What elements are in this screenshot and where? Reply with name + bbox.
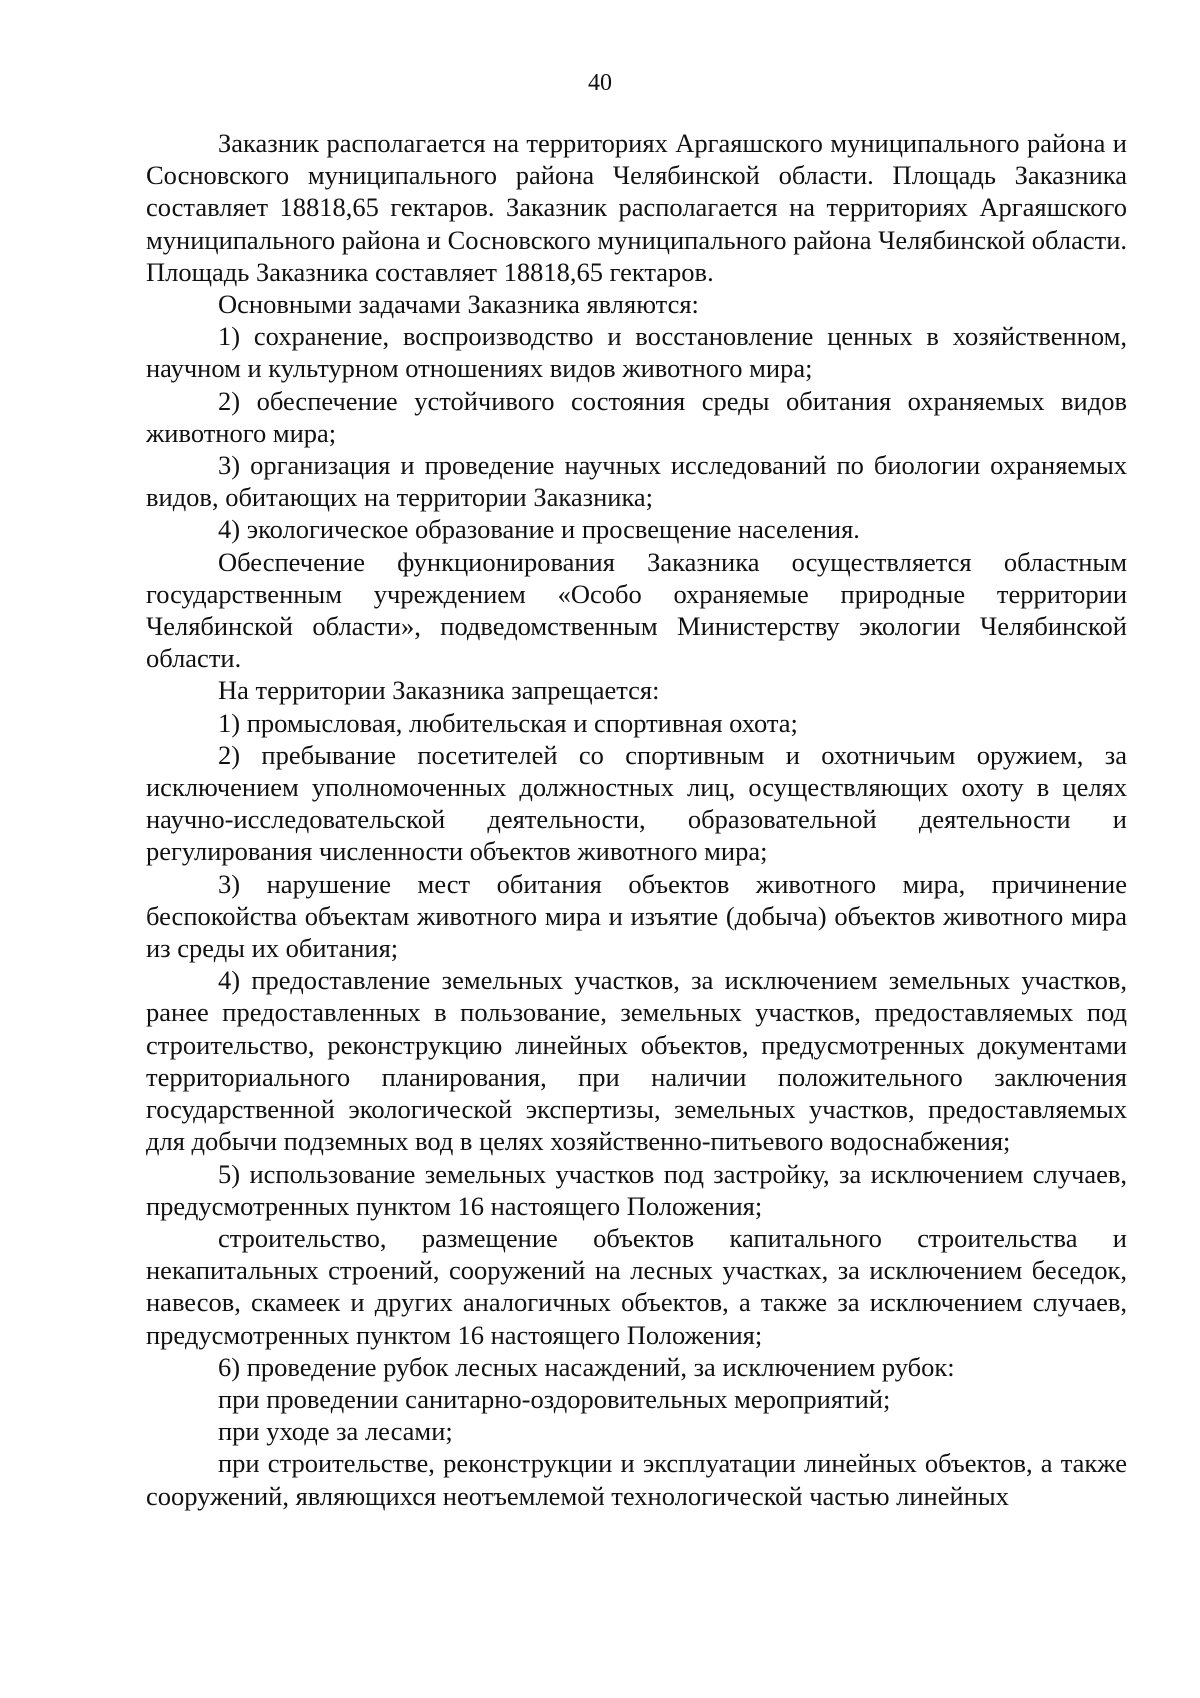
paragraph-prohibition-6: 6) проведение рубок лесных насаждений, за исключением рубок: [218,1351,955,1382]
paragraph-task-4: 4) экологическое образование и просвещение населения. [218,514,860,545]
paragraph-prohibition-3: 3) нарушение мест обитания объектов животного мира, причинение беспокойства объектам животного мира и изъятие (добыча) объектов животного мира из среды их обитания; [146,868,1127,964]
paragraph-forest-care: при уходе за лесами; [218,1416,453,1447]
paragraph-prohibition-1: 1) промысловая, любительская и спортивная охота; [218,707,798,738]
paragraph-operation: Обеспечение функционирования Заказника осуществляется областным государственным учреждением «Особо охраняемые природные территории Челябинской области», подведомственным Министерству экологии Челябинской области. [146,546,1127,674]
paragraph-tasks-heading: Основными задачами Заказника являются: [218,289,699,320]
paragraph-prohibition-5: 5) использование земельных участков под застройку, за исключением случаев, предусмотренных пунктом 16 настоящего Положения; [146,1158,1127,1221]
paragraph-task-3: 3) организация и проведение научных исследований по биологии охраняемых видов, обитающих на территории Заказника; [146,450,1127,513]
document-body [146,127,1127,1512]
paragraph-task-1: 1) сохранение, воспроизводство и восстановление ценных в хозяйственном, научном и культурном отношениях видов животного мира; [146,321,1127,384]
paragraph-task-2: 2) обеспечение устойчивого состояния среды обитания охраняемых видов животного мира; [146,385,1127,448]
paragraph-prohibitions-heading: На территории Заказника запрещается: [218,675,660,706]
paragraph-sanitary: при проведении санитарно-оздоровительных мероприятий; [218,1383,891,1414]
paragraph-prohibition-2: 2) пребывание посетителей со спортивным и охотничьим оружием, за исключением уполномоченных должностных лиц, осуществляющих охоту в целях научно-исследовательской деятельности, образовательной деятельности и регулирования численности объектов животного мира; [146,739,1127,867]
page-number: 40 [588,70,612,96]
paragraph-reserve-location: Заказник располагается на территориях Аргаяшского муниципального района и Сосновского муниципального района Челябинской области. Площадь Заказника составляет 18818,65 гектаров. Заказник располагается на территориях Аргаяшского муниципального района и Сосновского муниципального района Челябинской области. Площадь Заказника составляет 18818,65 гектаров. [146,128,1127,287]
paragraph-prohibition-4: 4) предоставление земельных участков, за исключением земельных участков, ранее предоставленных в пользование, земельных участков, предоставляемых под строительство, реконструкцию линейных объектов, предусмотренных документами территориального планирования, при наличии положительного заключения государственной экологической экспертизы, земельных участков, предоставляемых для добычи подземных вод в целях хозяйственно-питьевого водоснабжения; [146,965,1127,1157]
paragraph-linear-objects: при строительстве, реконструкции и эксплуатации линейных объектов, а также сооружений, являющихся неотъемлемой технологической частью линейных [146,1448,1127,1511]
paragraph-construction: строительство, размещение объектов капитального строительства и некапитальных строений, сооружений на лесных участках, за исключением беседок, навесов, скамеек и других аналогичных объектов, а также за исключением случаев, предусмотренных пунктом 16 настоящего Положения; [146,1222,1127,1350]
